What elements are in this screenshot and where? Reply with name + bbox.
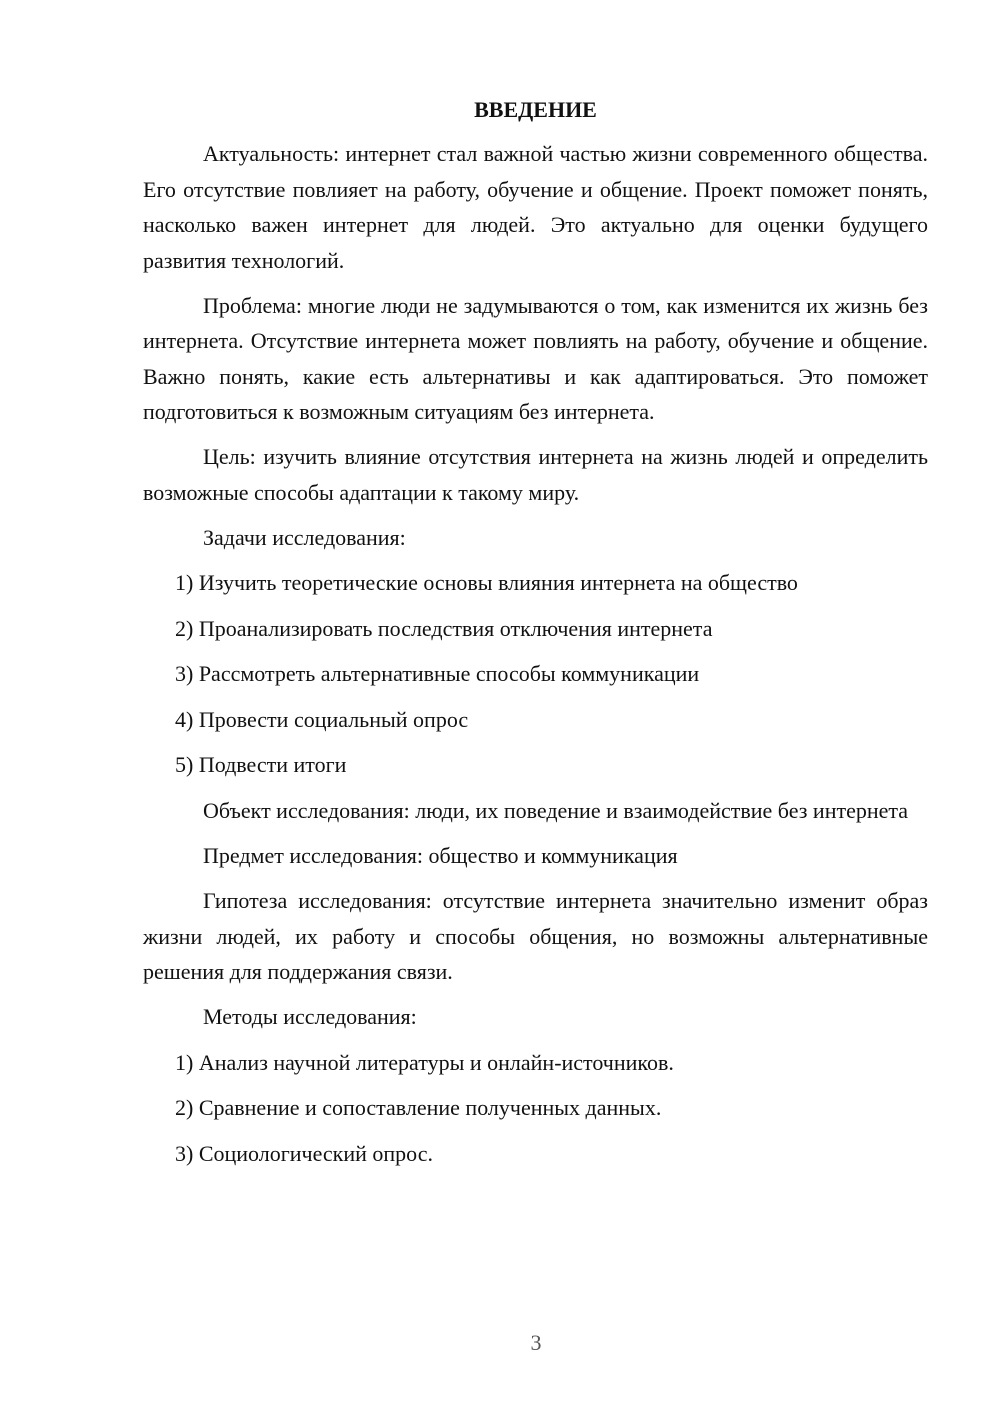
paragraph-relevance: Актуальность: интернет стал важной частью жизни современного общества. Его отсутствие повлияет на работу, обучение и общение. Проект поможет понять, насколько важен интернет для людей. Это актуально для оценки будущего развития технологий.: [143, 141, 928, 273]
tasks-heading: Задачи исследования:: [203, 524, 406, 550]
list-item: 4) Провести социальный опрос: [175, 706, 469, 732]
document-page: [143, 92, 928, 1181]
list-item: 1) Анализ научной литературы и онлайн-источников.: [175, 1049, 674, 1075]
list-item: 3) Социологический опрос.: [175, 1140, 433, 1166]
paragraph-hypothesis: Гипотеза исследования: отсутствие интернета значительно изменит образ жизни людей, их работу и способы общения, но возможны альтернативные решения для поддержания связи.: [143, 888, 928, 984]
list-item: 2) Сравнение и сопоставление полученных данных.: [175, 1095, 662, 1120]
paragraph-problem: Проблема: многие люди не задумываются о том, как изменится их жизнь без интернета. Отсутствие интернета может повлиять на работу, обучение и общение. Важно понять, какие есть альтернативы и как адаптироваться. Это поможет подготовиться к возможным ситуациям без интернета.: [143, 292, 928, 424]
list-item: 1) Изучить теоретические основы влияния интернета на общество: [175, 570, 798, 595]
methods-heading: Методы исследования:: [203, 1004, 417, 1029]
page-title: ВВЕДЕНИЕ: [474, 97, 597, 122]
paragraph-subject: Предмет исследования: общество и коммуникация: [203, 842, 678, 868]
page-number: 3: [530, 1330, 542, 1355]
list-item: 3) Рассмотреть альтернативные способы коммуникации: [175, 661, 700, 686]
list-item: 2) Проанализировать последствия отключения интернета: [175, 615, 713, 641]
paragraph-object: Объект исследования: люди, их поведение и взаимодействие без интернета: [203, 797, 909, 823]
paragraph-goal: Цель: изучить влияние отсутствия интернета на жизнь людей и определить возможные способы адаптации к такому миру.: [143, 444, 928, 505]
list-item: 5) Подвести итоги: [175, 752, 347, 777]
